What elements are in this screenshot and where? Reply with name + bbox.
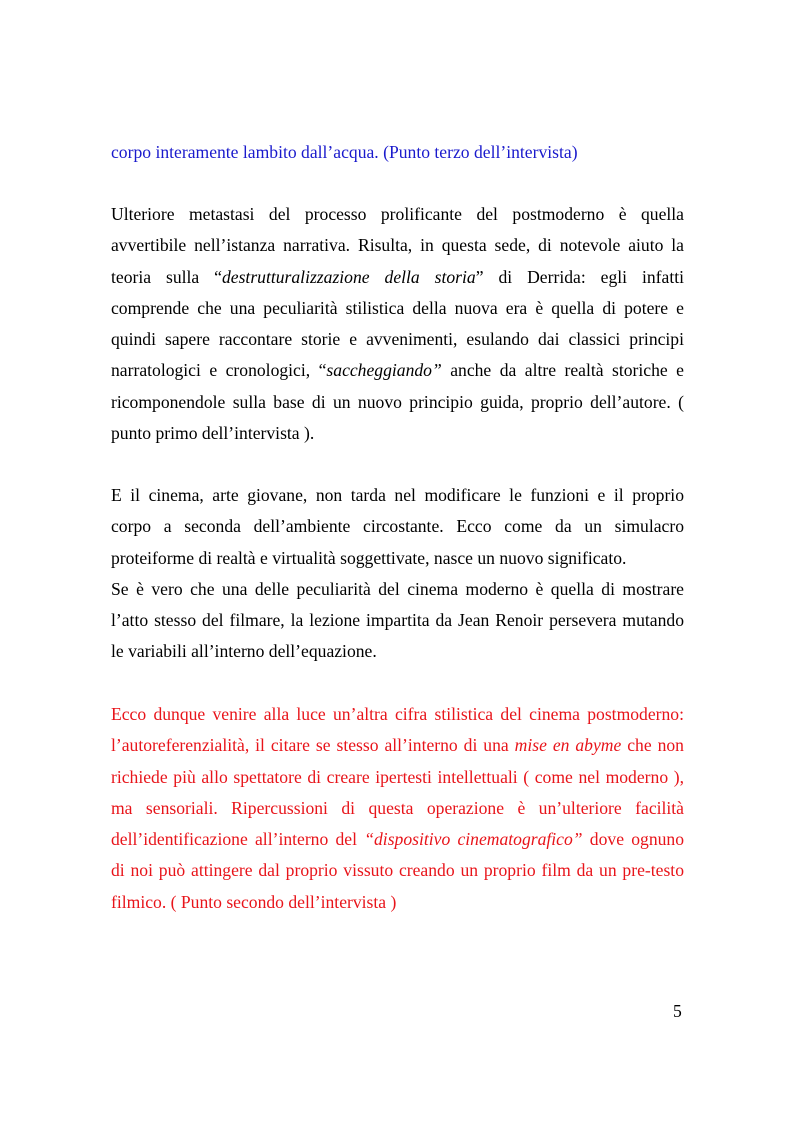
text-line: Se è vero che una delle peculiarità del cinema moderno è quella di mostrare [111, 578, 684, 599]
text-line: filmico. ( Punto secondo dell’intervista ) [111, 891, 397, 912]
text-line: corpo a seconda dell’ambiente circostante. Ecco come da un simulacro [111, 516, 684, 537]
text-line: quindi sapere raccontare storie e avvenimenti, esulando dai classici principi [111, 329, 684, 350]
text-line: E il cinema, arte giovane, non tarda nel modificare le funzioni e il proprio [111, 485, 684, 505]
text-line [111, 355, 684, 386]
paragraph-3 [111, 480, 684, 668]
paragraph-2 [111, 199, 684, 449]
text-line: corpo interamente lambito dall’acqua. (Punto terzo dell’intervista) [111, 142, 578, 162]
text-fragment: anche da altre realtà storiche e [441, 360, 684, 381]
text-fragment: che non [621, 735, 684, 756]
emphasis-term: “dispositivo cinematografico” [364, 829, 583, 850]
text-fragment: l’autoreferenzialità, il citare se stesso all’interno di una [111, 735, 515, 756]
text-line [111, 824, 684, 855]
text-line: comprende che una peculiarità stilistica della nuova era è quella di potere e [111, 297, 684, 318]
text-fragment: dove ognuno [582, 829, 685, 850]
emphasis-term: mise en abyme [514, 735, 622, 756]
text-line [111, 730, 684, 761]
text-line: richiede più allo spettatore di creare ipertesti intellettuali ( come nel moderno ), [111, 766, 684, 787]
text-line: l’atto stesso del filmare, la lezione impartita da Jean Renoir persevera mutando [111, 610, 684, 631]
text-line: avvertibile nell’istanza narrativa. Risulta, in questa sede, di notevole aiuto la [111, 235, 684, 256]
text-fragment: dell’identificazione all’interno del [111, 829, 365, 850]
text-fragment: teoria sulla “ [111, 266, 222, 287]
text-line: punto primo dell’intervista ). [111, 423, 315, 444]
text-line: proteiforme di realtà e virtualità soggettivate, nasce un nuovo significato. [111, 547, 627, 568]
text-fragment: narratologici e cronologici, “ [111, 360, 327, 381]
page-number: 5 [673, 1001, 682, 1021]
text-line: le variabili all’interno dell’equazione. [111, 641, 377, 662]
text-line: ma sensoriali. Ripercussioni di questa operazione è un’ulteriore facilità [111, 797, 684, 818]
paragraph-1 [111, 137, 684, 168]
emphasis-term: destrutturalizzazione della storia [221, 266, 476, 287]
text-line [111, 262, 684, 293]
text-line: Ecco dunque venire alla luce un’altra cifra stilistica del cinema postmoderno: [111, 704, 684, 724]
paragraph-4 [111, 699, 684, 918]
emphasis-term: saccheggiando” [326, 360, 442, 381]
text-line: di noi può attingere dal proprio vissuto creando un proprio film da un pre-testo [111, 860, 684, 881]
text-line: Ulteriore metastasi del processo prolificante del postmoderno è quella [111, 204, 684, 224]
text-fragment: ” di Derrida: egli infatti [475, 266, 684, 287]
text-line: ricomponendole sulla base di un nuovo principio guida, proprio dell’autore. ( [111, 391, 684, 412]
